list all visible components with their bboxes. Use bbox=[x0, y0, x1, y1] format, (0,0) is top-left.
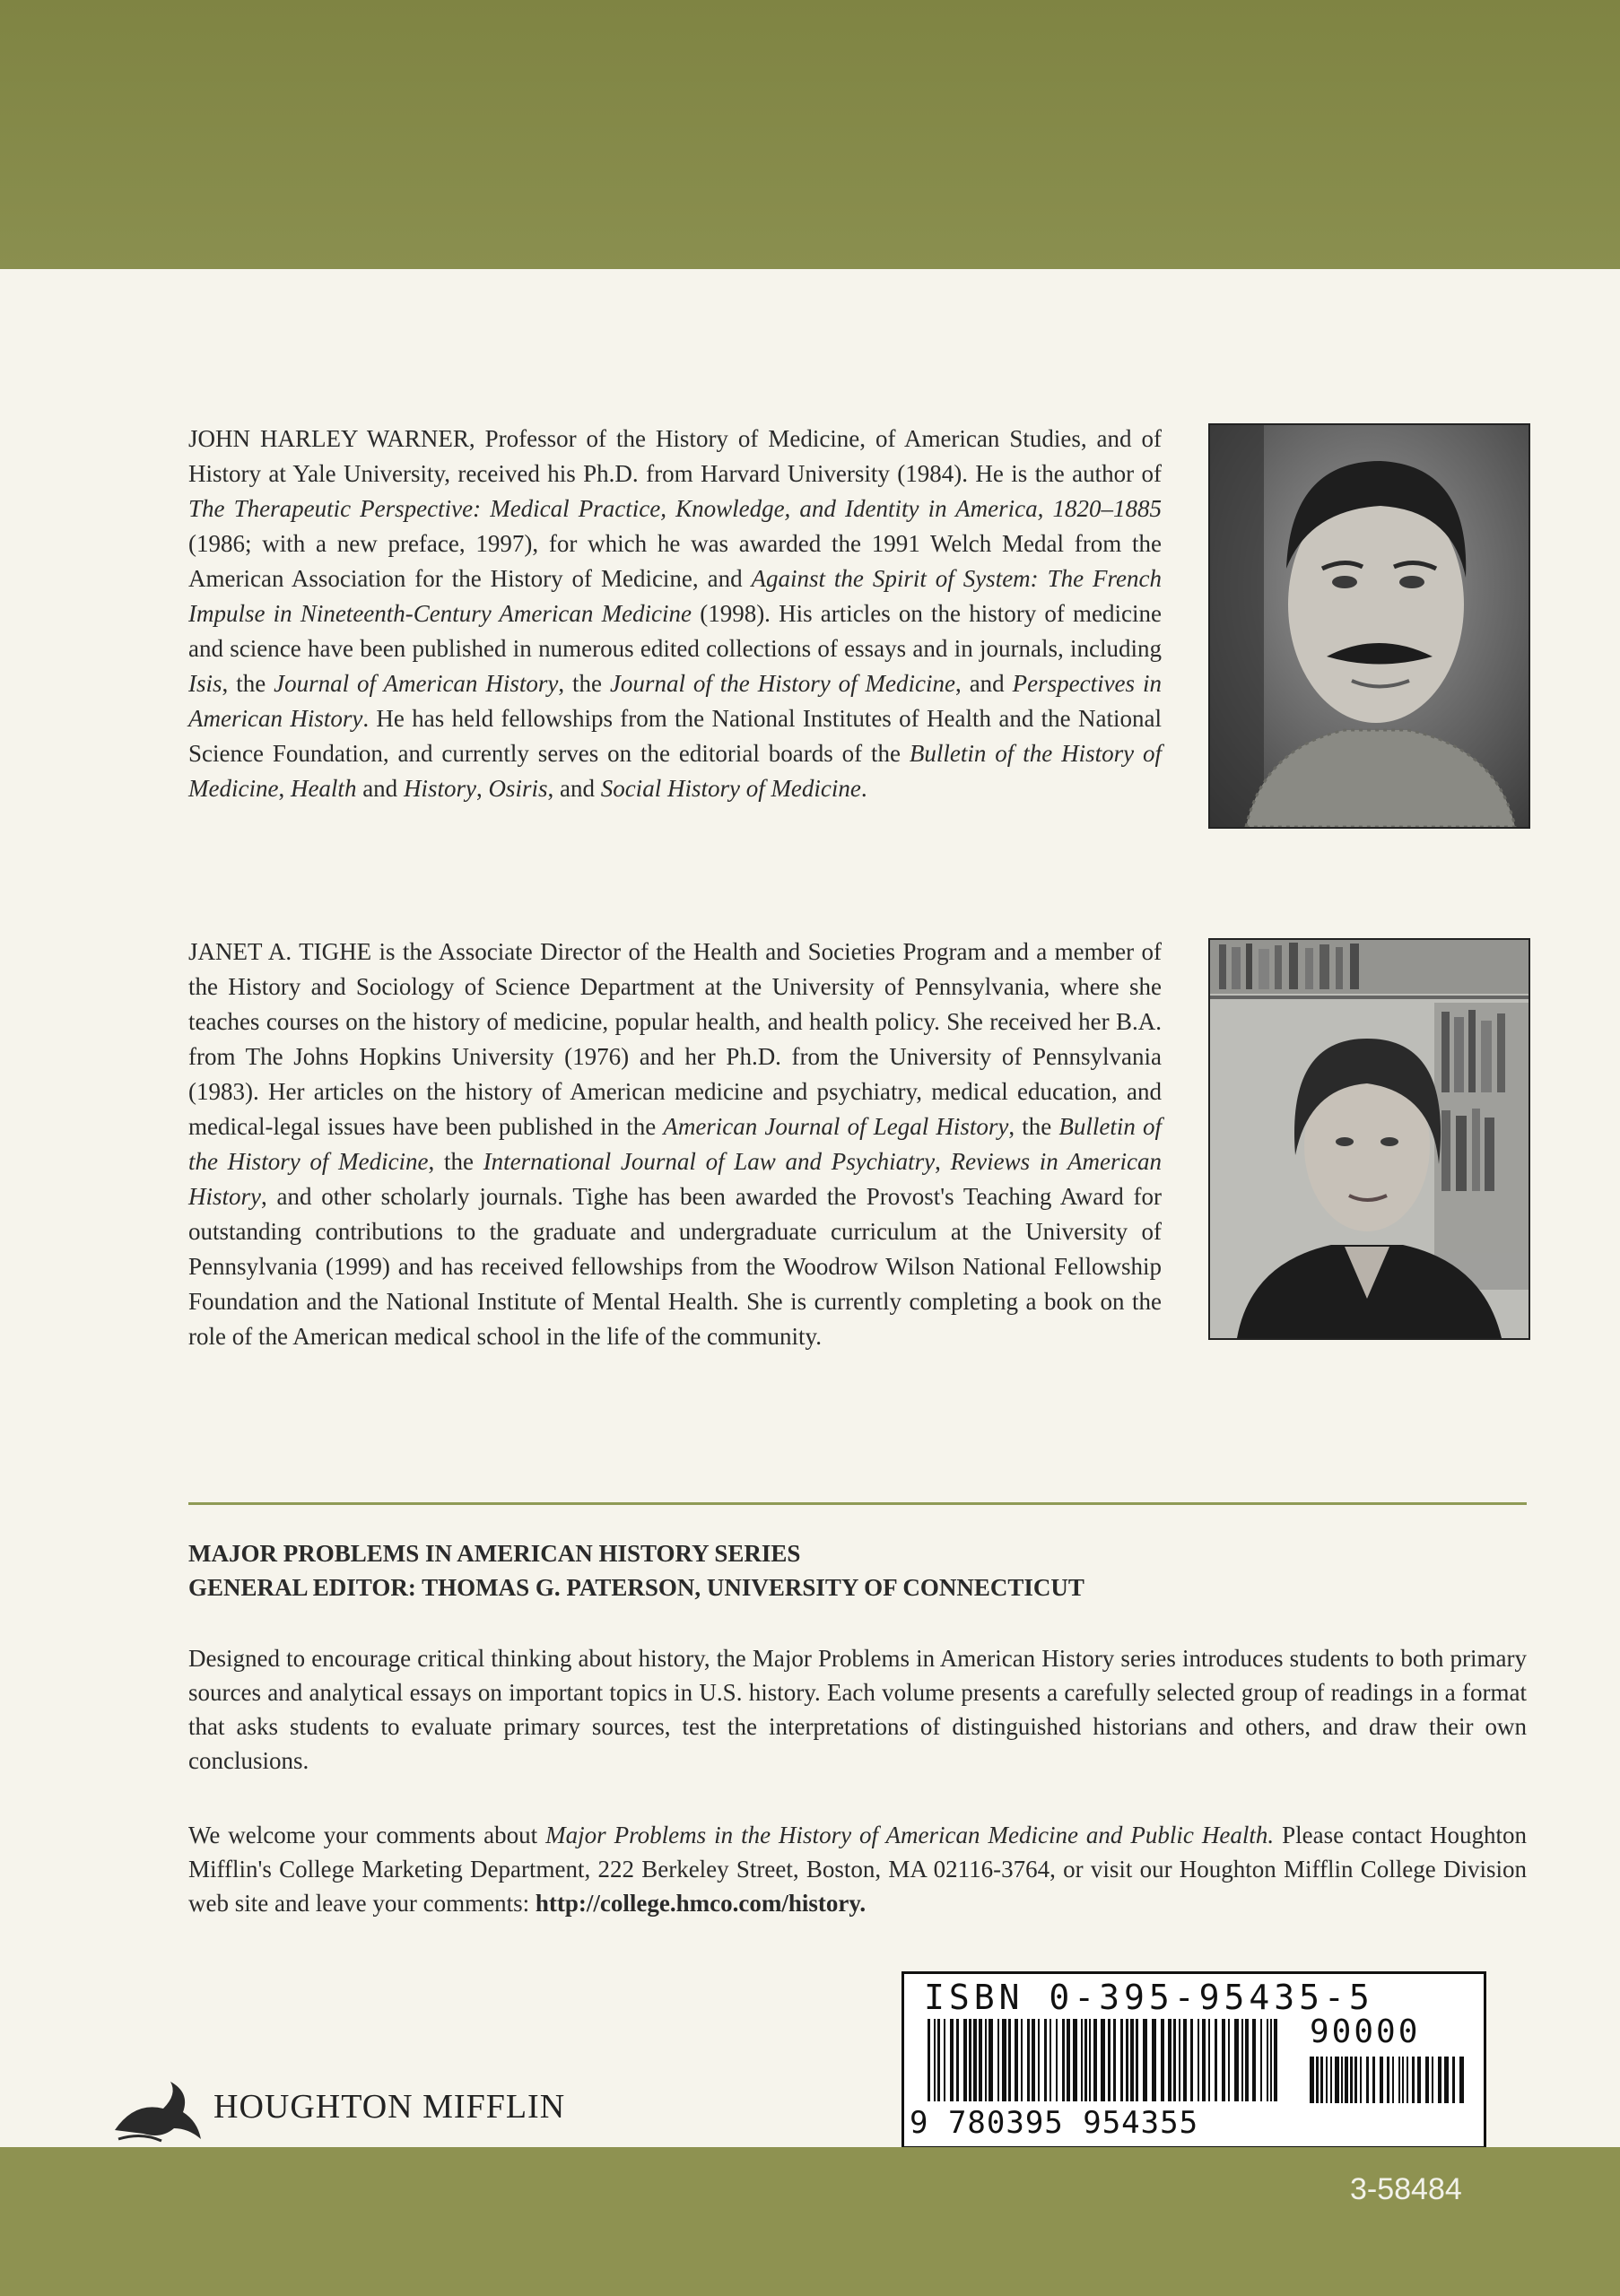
book-title: The Therapeutic Perspective: Medical Practice, Knowledge, and Identity in America, 1820–1885 bbox=[188, 495, 1162, 522]
addon-bar bbox=[1452, 2057, 1455, 2103]
barcode-bar bbox=[1113, 2019, 1116, 2101]
bio-warner: JOHN HARLEY WARNER, Professor of the History of Medicine, of American Studies, and of History at Yale University, received his Ph.D. from Harvard University (1984). He is the author of The Therapeutic Perspective: Medical Practice, Knowledge, and Identity in America, 1820–1885 (1986; with a new preface, 1997), for which he was awarded the 1991 Welch Medal from the American Association for the History of Medicine, and Against the Spirit of System: The French Impulse in Nineteenth-Century American Medicine (1998). His articles on the history of medicine and science have been published in numerous edited collections of essays and in journals, including Isis, the Journal of American History, the Journal of the History of Medicine, and Perspectives in American History. He has held fellowships from the National Institutes of Health and the National Science Foundation, and currently serves on the editorial boards of the Bulletin of the History of Medicine, Health and History, Osiris, and Social History of Medicine. bbox=[188, 425, 1162, 802]
journal-title: Reviews in American History bbox=[188, 1148, 1162, 1210]
barcode-bar bbox=[1260, 2019, 1262, 2101]
author-photo-tighe bbox=[1208, 938, 1530, 1340]
series-description: Designed to encourage critical thinking about history, the Major Problems in American History series introduces students to both primary sources and analytical essays on important topics in U.S. history. Each volume presents a carefully selected group of readings in a format that asks students to evaluate primary sources, test the interpretations of distinguished historians and others, and draw their own conclusions. bbox=[188, 1645, 1527, 1774]
barcode-bar bbox=[969, 2019, 971, 2101]
journal-title: Osiris bbox=[488, 775, 548, 802]
addon-bar bbox=[1360, 2057, 1362, 2103]
addon-bar bbox=[1407, 2057, 1408, 2103]
barcode-bar bbox=[1056, 2019, 1058, 2101]
addon-bar bbox=[1372, 2057, 1375, 2103]
journal-title: American Journal of Legal History bbox=[663, 1113, 1009, 1140]
barcode-bar bbox=[1002, 2019, 1006, 2101]
barcode-bar bbox=[937, 2019, 940, 2101]
addon-bar bbox=[1341, 2057, 1343, 2103]
barcode-bar bbox=[1130, 2019, 1134, 2101]
barcode-bar bbox=[956, 2019, 959, 2101]
barcode-bar bbox=[1108, 2019, 1110, 2101]
bottom-color-band bbox=[0, 2147, 1620, 2296]
barcode-bar bbox=[1050, 2019, 1051, 2101]
barcode-bar bbox=[1270, 2019, 1272, 2101]
barcode-bar bbox=[1152, 2019, 1156, 2101]
book-title: Against the Spirit of System: The French Impulse in Nineteenth-Century American Medicine bbox=[188, 565, 1162, 627]
addon-bar bbox=[1438, 2057, 1441, 2103]
addon-bar bbox=[1350, 2057, 1353, 2103]
journal-title: International Journal of Law and Psychiatry bbox=[483, 1148, 936, 1175]
author-name: JOHN HARLEY WARNER bbox=[188, 425, 469, 452]
journal-title: Perspectives in American History bbox=[188, 670, 1162, 732]
barcode-bar bbox=[1215, 2019, 1217, 2101]
addon-bar bbox=[1320, 2057, 1323, 2103]
addon-bar bbox=[1380, 2057, 1383, 2103]
barcode-addon-number: 90000 bbox=[1310, 2013, 1421, 2050]
top-color-band bbox=[0, 0, 1620, 269]
barcode-bar bbox=[1208, 2019, 1210, 2101]
journal-title: Social History of Medicine bbox=[600, 775, 861, 802]
barcode-bar bbox=[1183, 2019, 1187, 2101]
addon-bar bbox=[1330, 2057, 1332, 2103]
series-title: MAJOR PROBLEMS IN AMERICAN HISTORY SERIES bbox=[188, 1540, 801, 1567]
barcode-bar bbox=[1044, 2019, 1047, 2101]
barcode-bar bbox=[963, 2019, 967, 2101]
barcode-bar bbox=[1190, 2019, 1193, 2101]
barcode-bar bbox=[1081, 2019, 1083, 2101]
addon-bar bbox=[1310, 2057, 1314, 2103]
barcode-bar bbox=[1126, 2019, 1128, 2101]
barcode-bar bbox=[989, 2019, 993, 2101]
barcode-bar bbox=[1274, 2019, 1277, 2101]
addon-bar bbox=[1316, 2057, 1319, 2103]
barcode-bar bbox=[1234, 2019, 1239, 2101]
website-link[interactable]: http://college.hmco.com/history. bbox=[535, 1890, 867, 1917]
addon-bar bbox=[1335, 2057, 1339, 2103]
barcode-bar bbox=[1161, 2019, 1164, 2101]
barcode-bar bbox=[1222, 2019, 1225, 2101]
barcode-bar bbox=[1267, 2019, 1268, 2101]
journal-title: Bulletin of the History of Medicine bbox=[188, 1113, 1162, 1175]
barcode-bar bbox=[1143, 2019, 1147, 2101]
addon-bar bbox=[1412, 2057, 1415, 2103]
barcode-bar bbox=[1073, 2019, 1077, 2101]
dolphin-logo-icon bbox=[108, 2076, 206, 2148]
journal-title: Health bbox=[290, 775, 357, 802]
barcode-bar bbox=[997, 2019, 999, 2101]
barcode-bar bbox=[1101, 2019, 1105, 2101]
barcode-bar bbox=[1062, 2019, 1065, 2101]
barcode-bar bbox=[950, 2019, 954, 2101]
barcode-bar bbox=[944, 2019, 945, 2101]
journal-title: History bbox=[403, 775, 476, 802]
catalog-number: 3-58484 bbox=[1350, 2172, 1462, 2206]
barcode-bar bbox=[1067, 2019, 1070, 2101]
barcode-bar bbox=[1008, 2019, 1011, 2101]
barcode-bar bbox=[1120, 2019, 1123, 2101]
addon-bar bbox=[1345, 2057, 1348, 2103]
barcode-bar bbox=[1179, 2019, 1180, 2101]
barcode-bar bbox=[1245, 2019, 1249, 2101]
addon-bar bbox=[1387, 2057, 1389, 2103]
bio-tighe: JANET A. TIGHE is the Associate Director of the Health and Societies Program and a member of the History and Sociology of Science Department at the University of Pennsylvania, where she teaches courses on the history of medicine, popular health, and health policy. She received her B.A. from The Johns Hopkins University (1976) and her Ph.D. from the University of Pennsylvania (1983). Her articles on the history of American medicine and psychiatry, medical education, and medical-legal issues have been published in the American Journal of Legal History, the Bulletin of the History of Medicine, the International Journal of Law and Psychiatry, Reviews in American History, and other scholarly journals. Tighe has been awarded the Provost's Teaching Award for outstanding contributions to the graduate and undergraduate curriculum at the University of Pennsylvania (1999) and has received fellowships from the Woodrow Wilson National Fellowship Foundation and the National Institute of Mental Health. She is currently completing a book on the role of the American medical school in the life of the community. bbox=[188, 938, 1162, 1350]
publisher-name: HOUGHTON MIFFLIN bbox=[213, 2088, 566, 2126]
ean-digits: 9 780395 954355 bbox=[910, 2105, 1199, 2141]
journal-title: Journal of the History of Medicine bbox=[609, 670, 956, 697]
journal-title: Journal of American History bbox=[274, 670, 559, 697]
barcode-bar bbox=[1173, 2019, 1176, 2101]
barcode-bar bbox=[973, 2019, 977, 2101]
series-editor: GENERAL EDITOR: THOMAS G. PATERSON, UNIVERSITY OF CONNECTICUT bbox=[188, 1574, 1084, 1601]
barcode-bar bbox=[1136, 2019, 1138, 2101]
author-photo-warner bbox=[1208, 423, 1530, 829]
barcode-bar bbox=[1252, 2019, 1256, 2101]
barcode-bar bbox=[1084, 2019, 1087, 2101]
barcode-bar bbox=[1228, 2019, 1230, 2101]
barcode-bar bbox=[1241, 2019, 1243, 2101]
addon-bar bbox=[1425, 2057, 1429, 2103]
journal-title: Isis bbox=[188, 670, 222, 697]
barcode-bar bbox=[928, 2019, 930, 2101]
addon-bar bbox=[1366, 2057, 1369, 2103]
section-divider bbox=[188, 1502, 1527, 1505]
barcode-bar bbox=[1168, 2019, 1171, 2101]
barcode-bar bbox=[1038, 2019, 1040, 2101]
addon-bar bbox=[1417, 2057, 1421, 2103]
addon-bar bbox=[1402, 2057, 1404, 2103]
barcode-bar bbox=[979, 2019, 982, 2101]
barcode-bar bbox=[1093, 2019, 1097, 2101]
addon-bar bbox=[1459, 2057, 1464, 2103]
barcode-bar bbox=[1032, 2019, 1035, 2101]
addon-bar bbox=[1432, 2057, 1433, 2103]
barcode-bars bbox=[904, 2017, 1478, 2107]
barcode-bar bbox=[1198, 2019, 1199, 2101]
book-title: Major Problems in the History of American Medicine and Public Health. bbox=[545, 1822, 1275, 1848]
journal-title: Bulletin of the History of Medicine bbox=[188, 740, 1162, 802]
barcode-bar bbox=[934, 2019, 936, 2101]
addon-bar bbox=[1398, 2057, 1400, 2103]
barcode-bar bbox=[1089, 2019, 1091, 2101]
addon-bar bbox=[1326, 2057, 1328, 2103]
contact-paragraph: We welcome your comments about Major Problems in the History of American Medicine and Public Health. Please contact Houghton Mifflin's College Marketing Department, 222 Berkeley Street, Boston, MA 02116-3764, or visit our Houghton Mifflin College Division web site and leave your comments: http://college.hmco.com/history. bbox=[188, 1822, 1527, 1917]
isbn-number: ISBN 0-395-95435-5 bbox=[924, 1978, 1374, 2017]
barcode-bar bbox=[1027, 2019, 1030, 2101]
series-heading bbox=[188, 1536, 1534, 1605]
addon-bar bbox=[1392, 2057, 1394, 2103]
barcode-bar bbox=[1021, 2019, 1023, 2101]
addon-bar bbox=[1444, 2057, 1449, 2103]
barcode-bar bbox=[985, 2019, 987, 2101]
barcode-bar bbox=[1202, 2019, 1206, 2101]
barcode-bar bbox=[1015, 2019, 1018, 2101]
isbn-barcode bbox=[901, 1971, 1486, 2149]
addon-bar bbox=[1354, 2057, 1357, 2103]
